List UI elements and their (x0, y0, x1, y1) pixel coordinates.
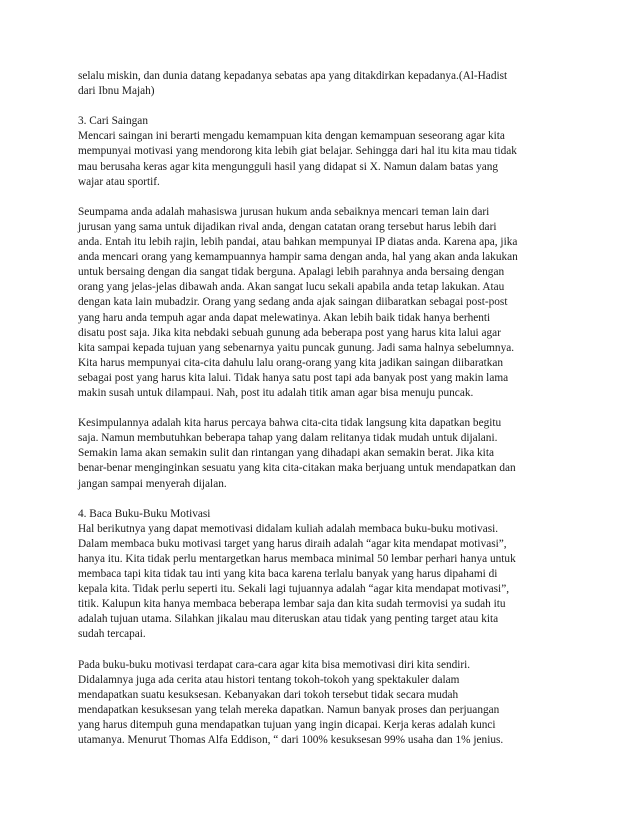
text-line: mau berusaha keras agar kita mengungguli hasil yang didapat si X. Namun dalam batas yang (78, 160, 499, 173)
paragraph-seumpama (78, 205, 578, 401)
text-line: disatu post saja. Jika kita nebdaki sebuah gunung ada beberapa post yang harus kita lalui agar (78, 326, 501, 339)
text-line: sebagai post yang harus kita lalui. Tidak hanya satu post tapi ada banyak post yang makin lama (78, 371, 509, 384)
paragraph-hadist (78, 69, 578, 99)
section-cari-saingan (78, 114, 578, 189)
text-line: utamanya. Menurut Thomas Alfa Eddison, “ dari 100% kesuksesan 99% usaha dan 1% jenius. (78, 734, 504, 747)
text-line: Mencari saingan ini berarti mengadu kemampuan kita dengan kemampuan seseorang agar kita (78, 130, 505, 143)
text-line: mendapatkan kesuksesan yang telah mereka dapatkan. Namun banyak proses dan perjuangan (78, 703, 500, 716)
text-line: wajar atau sportif. (78, 175, 160, 188)
section-heading: 3. Cari Saingan (78, 115, 148, 128)
text-line: orang yang jelas-jelas dibawah anda. Akan sangat lucu sekali apabila anda tetap lakukan. Atau (78, 281, 505, 294)
text-line: saja. Namun membutuhkan beberapa tahap yang dalam relitanya tidak mudah untuk dijalani. (78, 432, 498, 445)
text-line: Seumpama anda adalah mahasiswa jurusan hukum anda sebaiknya mencari teman lain dari (78, 205, 490, 218)
text-line: makin susah untuk dilampaui. Nah, post itu adalah titik aman agar bisa menuju puncak. (78, 386, 474, 399)
text-line: Didalamnya juga ada cerita atau histori tentang tokoh-tokoh yang spektakuler dalam (78, 673, 460, 686)
text-line: Hal berikutnya yang dapat memotivasi didalam kuliah adalah membaca buku-buku motivasi. (78, 522, 499, 535)
paragraph-buku-motivasi (78, 658, 578, 749)
text-line: Dalam membaca buku motivasi target yang harus diraih adalah “agar kita mendapat motivasi”, (78, 537, 507, 550)
text-line: Kesimpulannya adalah kita harus percaya bahwa cita-cita tidak langsung kita dapatkan begitu (78, 417, 502, 430)
text-line: titik. Kalupun kita hanya membaca beberapa lembar saja dan kita sudah termovisi ya sudah itu (78, 598, 506, 611)
text-line: jangan sampai menyerah dijalan. (78, 477, 227, 490)
text-line: yang haru anda tempuh agar anda dapat melewatinya. Akan lebih baik tidak hanya berhenti (78, 311, 491, 324)
text-line: untuk bersaing dengan dia sangat tidak berguna. Apalagi lebih parahnya anda bersaing dengan (78, 266, 505, 279)
text-line: sudah tercapai. (78, 628, 146, 641)
section-baca-buku (78, 507, 578, 643)
text-line: Pada buku-buku motivasi terdapat cara-cara agar kita bisa memotivasi diri kita sendiri. (78, 658, 471, 671)
text-line: dari Ibnu Majah) (78, 85, 155, 98)
text-line: selalu miskin, dan dunia datang kepadanya sebatas apa yang ditakdirkan kepadanya.(Al-Hadist (78, 70, 508, 82)
text-line: benar-benar menginginkan sesuatu yang kita cita-citakan maka berjuang untuk mendapatkan dan (78, 462, 516, 475)
section-heading: 4. Baca Buku-Buku Motivasi (78, 507, 211, 520)
text-line: mendapatkan suatu kesuksesan. Kebanyakan dari tokoh tersebut tidak secara mudah (78, 688, 459, 701)
document-page (78, 69, 578, 763)
text-line: dengan kata lain mubadzir. Orang yang sedang anda ajak saingan diibaratkan sebagai post-post (78, 296, 508, 309)
text-line: adalah tujuan utama. Silahkan jikalau mau diteruskan atau tidak yang penting target atau kita (78, 613, 499, 626)
text-line: mempunyai motivasi yang mendorong kita lebih giat belajar. Sehingga dari hal itu kita mau tidak (78, 145, 517, 158)
text-line: kita sampai kepada tujuan yang sebenarnya yaitu puncak gunung. Jadi sama halnya sebelumnya. (78, 341, 515, 354)
paragraph-kesimpulan (78, 416, 578, 491)
text-line: hanya itu. Kita tidak perlu mentargetkan harus membaca minimal 50 lembar perhari hanya untuk (78, 553, 516, 565)
text-line: yang harus ditempuh guna mendapatkan tujuan yang ingin dicapai. Kerja keras adalah kunci (78, 719, 496, 732)
text-line: membaca tapi kita tidak tau inti yang kita baca karena terlalu banyak yang harus dipahami di (78, 568, 498, 581)
text-line: anda. Entah itu lebih rajin, lebih pandai, atau bahkan mempunyai IP diatas anda. Karena apa, jika (78, 236, 518, 249)
text-line: kepala kita. Tidak perlu seperti itu. Sekali lagi tujuannya adalah “agar kita mendapat motivasi”, (78, 583, 510, 596)
text-line: jurusan yang sama untuk dijadikan rival anda, dengan catatan orang tersebut harus lebih dari (78, 220, 497, 233)
text-line: Kita harus mempunyai cita-cita dahulu lalu orang-orang yang kita jadikan saingan diibaratkan (78, 356, 504, 369)
text-line: Semakin lama akan semakin sulit dan rintangan yang dihadapi akan semakin berat. Jika kita (78, 447, 494, 460)
text-line: anda mencari orang yang kemampuannya hampir sama dengan anda, hal yang akan anda lakukan (78, 251, 518, 264)
